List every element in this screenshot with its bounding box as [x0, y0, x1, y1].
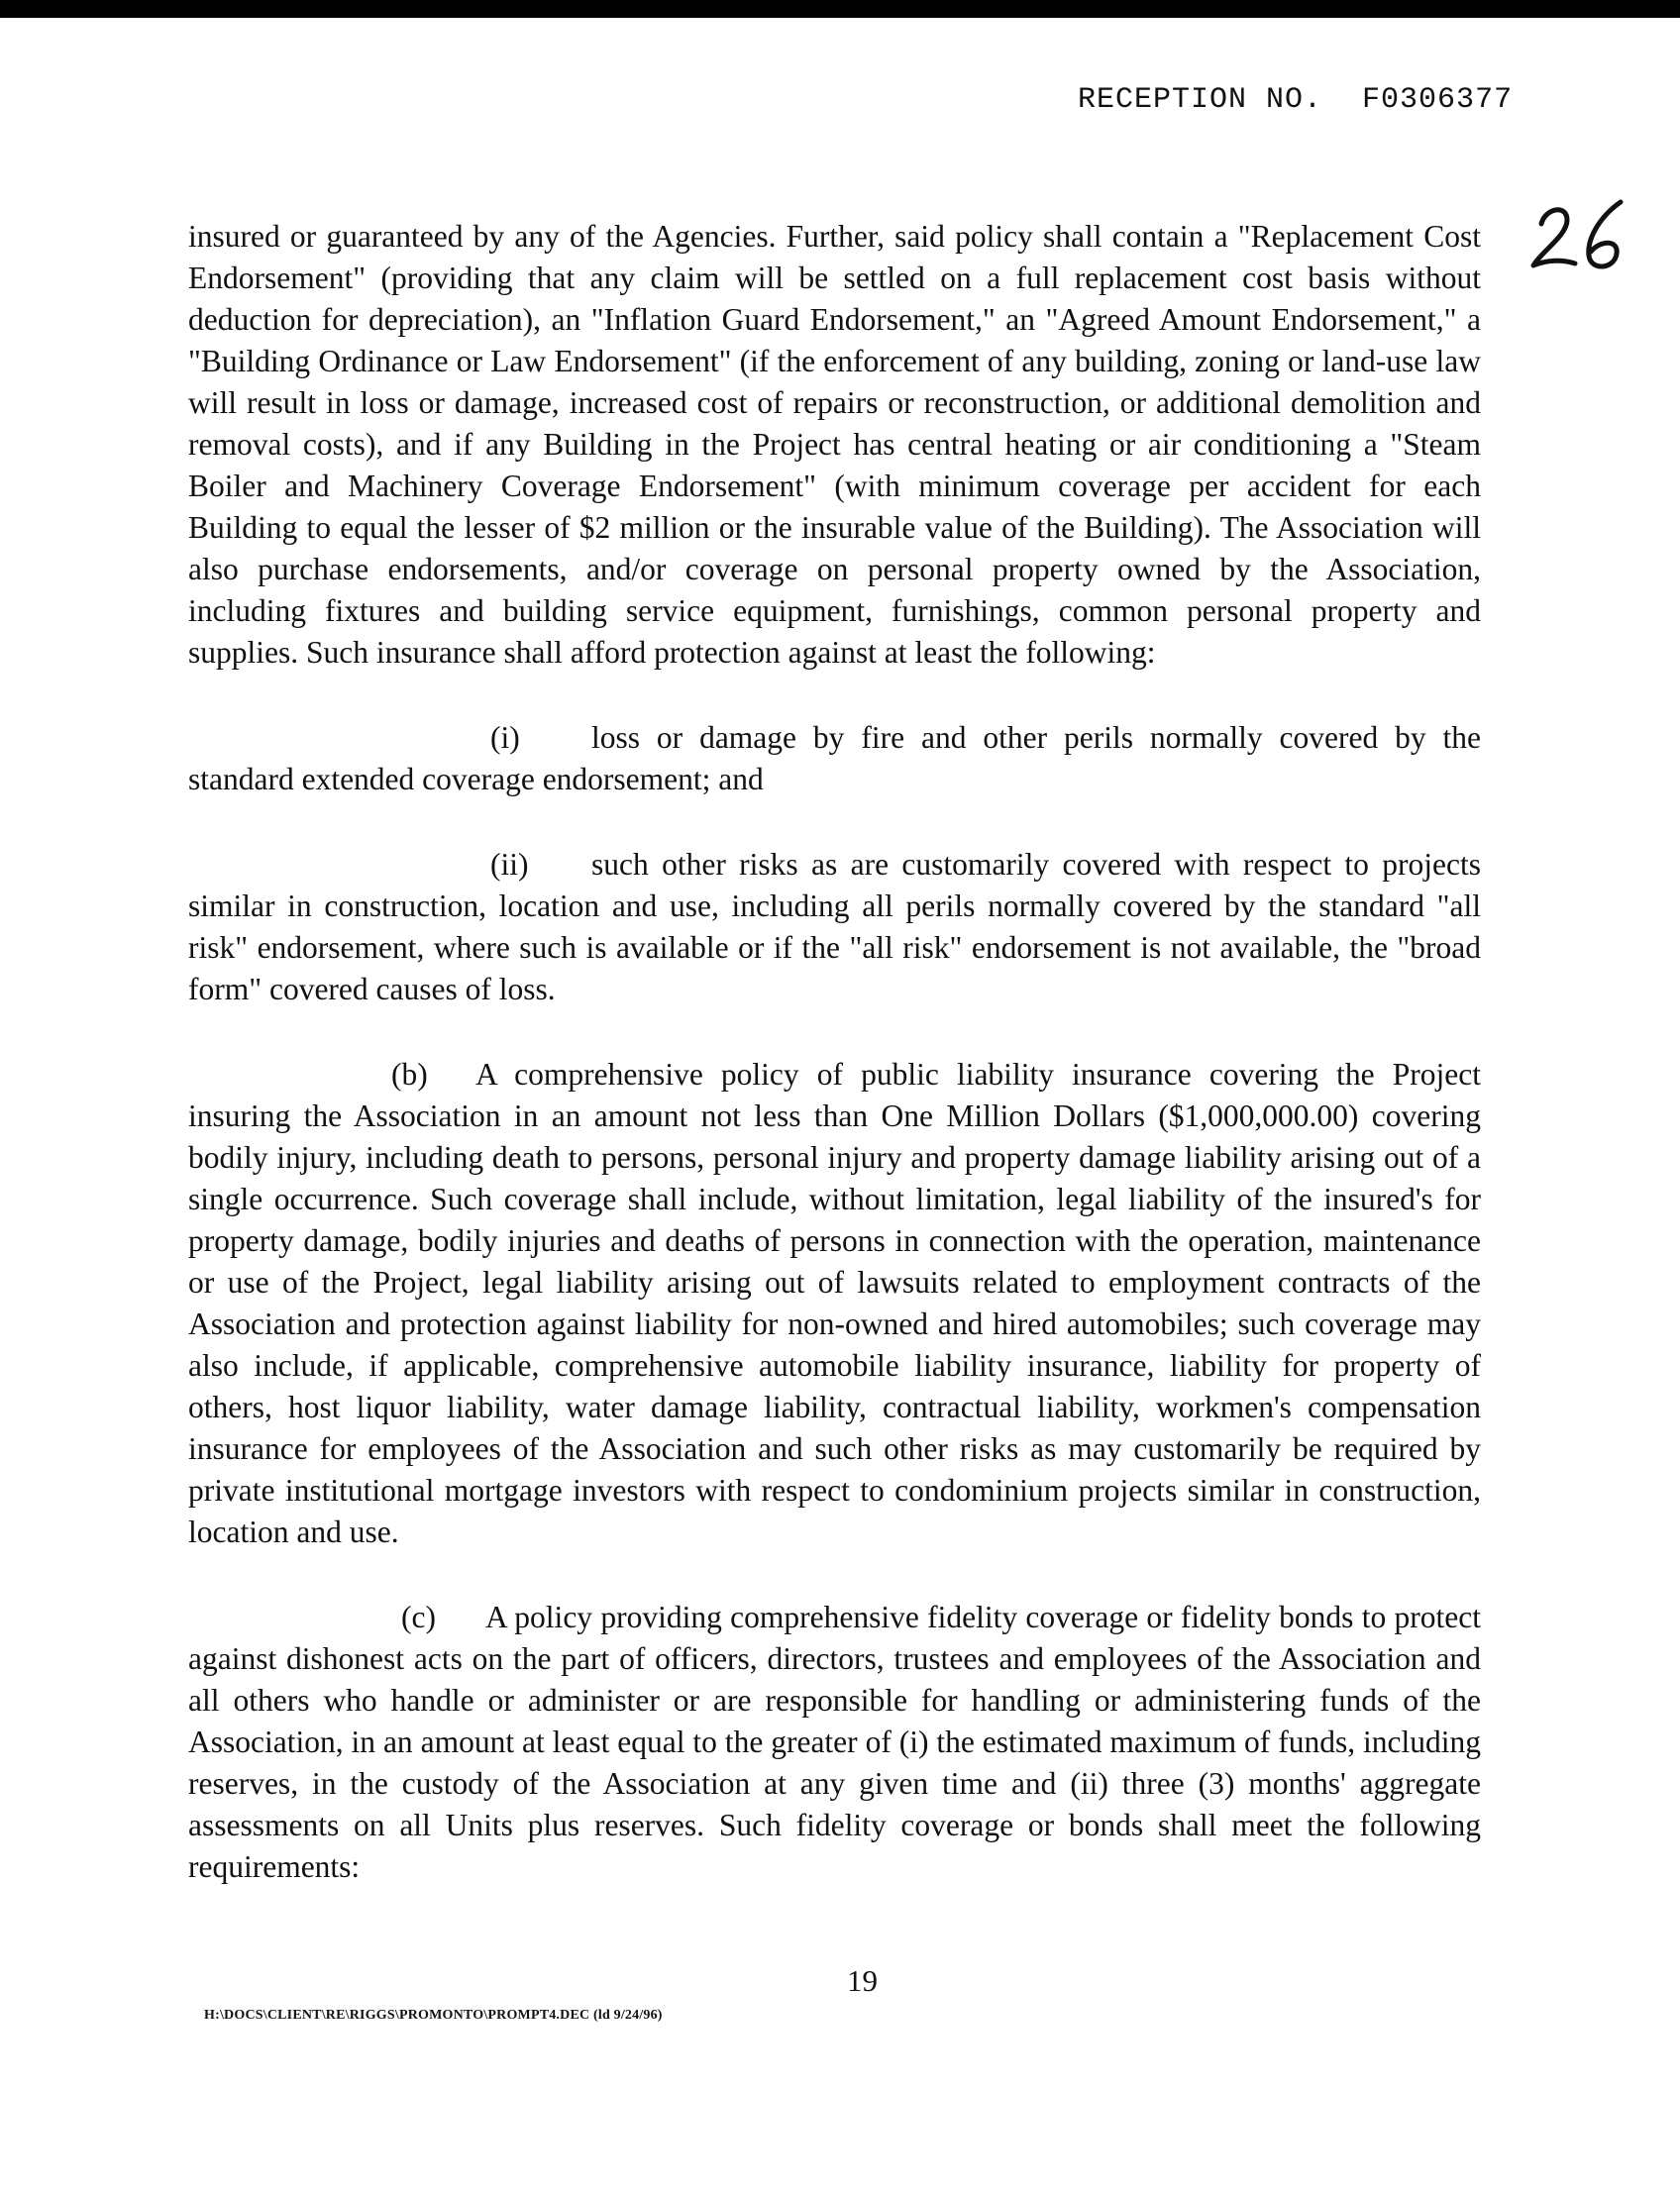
clause-ii-marker: (ii) — [490, 847, 529, 882]
clause-c-text: A policy providing comprehensive fidelity coverage or fidelity bonds to protect against dishonest acts on the part of officers, directors, trustees and employees of the Association and all others who handle or administer or are responsible for handling or administering funds of the Association, in an amount at least equal to the greater of (i) the estimated maximum of funds, including reserves, in the custody of the Association at any given time and (ii) three (3) months' aggregate assessments on all Units plus reserves. Such fidelity coverage or bonds shall meet the following requirements: — [188, 1600, 1481, 1884]
clause-b — [188, 1054, 1481, 1553]
clause-b-marker: (b) — [391, 1057, 428, 1092]
reception-label: RECEPTION NO. — [1078, 83, 1323, 117]
paragraph-intro: insured or guaranteed by any of the Agencies. Further, said policy shall contain a "Replacement Cost Endorsement" (providing that any claim will be settled on a full replacement cost basis without deduction for depreciation), an "Inflation Guard Endorsement," an "Agreed Amount Endorsement," a "Building Ordinance or Law Endorsement" (if the enforcement of any building, zoning or land-use law will result in loss or damage, increased cost of repairs or reconstruction, or additional demolition and removal costs), and if any Building in the Project has central heating or air conditioning a "Steam Boiler and Machinery Coverage Endorsement" (with minimum coverage per accident for each Building to equal the lesser of $2 million or the insurable value of the Building). The Association will also purchase endorsements, and/or coverage on personal property owned by the Association, including fixtures and building service equipment, furnishings, common personal property and supplies. Such insurance shall afford protection against at least the following: — [188, 219, 1481, 670]
clause-c-marker: (c) — [401, 1600, 436, 1634]
clause-i — [188, 717, 1481, 800]
clause-ii — [188, 844, 1481, 1010]
clause-ii-text: such other risks as are customarily covered with respect to projects similar in construction, location and use, including all perils normally covered by the standard "all risk" endorsement, where such is available or if the "all risk" endorsement is not available, the "broad form" covered causes of loss. — [188, 847, 1481, 1006]
scan-top-border — [0, 0, 1680, 18]
clause-c — [188, 1597, 1481, 1888]
page-number: 19 — [847, 1963, 878, 1998]
reception-number: F0306377 — [1362, 83, 1514, 117]
clause-b-text: A comprehensive policy of public liability insurance covering the Project insuring the Association in an amount not less than One Million Dollars ($1,000,000.00) covering bodily injury, including death to persons, personal injury and property damage liability arising out of a single occurrence. Such coverage shall include, without limitation, legal liability of the insured's for property damage, bodily injuries and deaths of persons in connection with the operation, maintenance or use of the Project, legal liability arising out of lawsuits related to employment contracts of the Association and protection against liability for non-owned and hired automobiles; such coverage may also include, if applicable, comprehensive automobile liability insurance, liability for property of others, host liquor liability, water damage liability, contractual liability, workmen's compensation insurance for employees of the Association and such other risks as may customarily be required by private institutional mortgage investors with respect to condominium projects similar in construction, location and use. — [188, 1057, 1481, 1549]
handwritten-page-mark — [1523, 194, 1632, 283]
reception-stamp — [1078, 83, 1513, 117]
footer-file-path: H:\DOCS\CLIENT\RE\RIGGS\PROMONTO\PROMPT4.DEC (ld 9/24/96) — [204, 2008, 663, 2023]
document-body — [188, 216, 1481, 1888]
clause-i-marker: (i) — [490, 720, 520, 755]
clause-i-text: loss or damage by fire and other perils normally covered by the standard extended coverage endorsement; and — [188, 720, 1481, 796]
